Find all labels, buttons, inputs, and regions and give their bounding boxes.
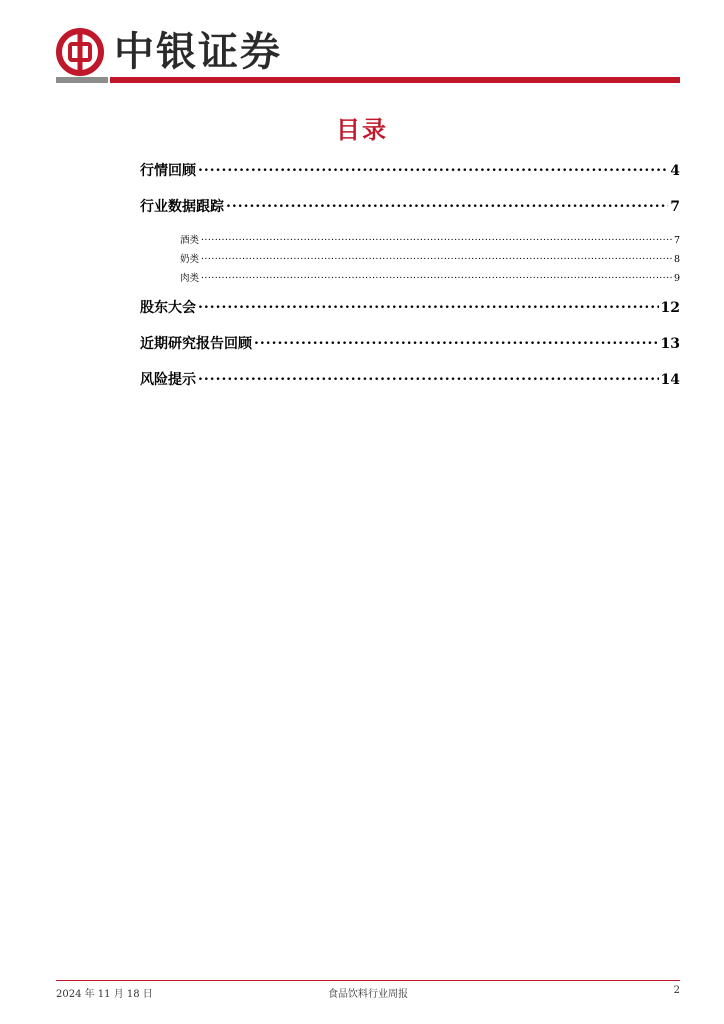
toc-entry-label: 近期研究报告回顾 (140, 336, 252, 352)
header-rule (56, 77, 680, 83)
toc-entry-page: 9 (673, 273, 680, 284)
toc-subentry-dairy[interactable] (140, 251, 680, 270)
toc-entry-recent-reports[interactable] (140, 333, 680, 369)
footer-page-number: 2 (673, 985, 680, 996)
toc-entry-label: 肉类 (180, 273, 200, 284)
company-name: 中银证券 (114, 28, 282, 75)
toc-leader-dots (201, 272, 672, 282)
footer-date: 2024 年 11 月 18 日 (56, 989, 153, 1000)
toc-entry-page: 14 (660, 372, 680, 388)
toc-entry-label: 风险提示 (140, 372, 196, 388)
toc-entry-label: 行业数据跟踪 (140, 199, 224, 215)
toc-leader-dots (201, 253, 672, 263)
toc-leader-dots (198, 298, 659, 312)
toc-subentry-liquor[interactable] (140, 232, 680, 251)
bank-of-china-logo-icon (56, 28, 104, 76)
footer-report-title: 食品饮料行业周报 (328, 989, 408, 1000)
toc-entry-page: 7 (670, 199, 680, 215)
toc-entry-label: 奶类 (180, 254, 200, 265)
page-header (0, 0, 724, 90)
footer-rule (56, 980, 680, 981)
toc-title: 目录 (336, 115, 388, 144)
table-of-contents (140, 160, 680, 405)
toc-entry-label: 行情回顾 (140, 163, 196, 179)
toc-leader-dots (201, 234, 672, 244)
toc-leader-dots (198, 161, 668, 175)
toc-entry-label: 酒类 (180, 235, 200, 246)
toc-entry-page: 8 (673, 254, 680, 265)
toc-leader-dots (226, 197, 668, 211)
toc-entry-risk-warning[interactable] (140, 369, 680, 405)
toc-subentry-meat[interactable] (140, 270, 680, 289)
toc-entry-page: 7 (673, 235, 680, 246)
toc-entry-page: 12 (660, 300, 680, 316)
toc-entry-label: 股东大会 (140, 300, 196, 316)
toc-entry-page: 4 (670, 163, 680, 179)
toc-entry-market-review[interactable] (140, 160, 680, 196)
toc-leader-dots (254, 334, 659, 348)
toc-entry-industry-data[interactable] (140, 196, 680, 232)
toc-leader-dots (198, 370, 659, 384)
toc-entry-shareholder-meetings[interactable] (140, 297, 680, 333)
toc-entry-page: 13 (660, 336, 680, 352)
